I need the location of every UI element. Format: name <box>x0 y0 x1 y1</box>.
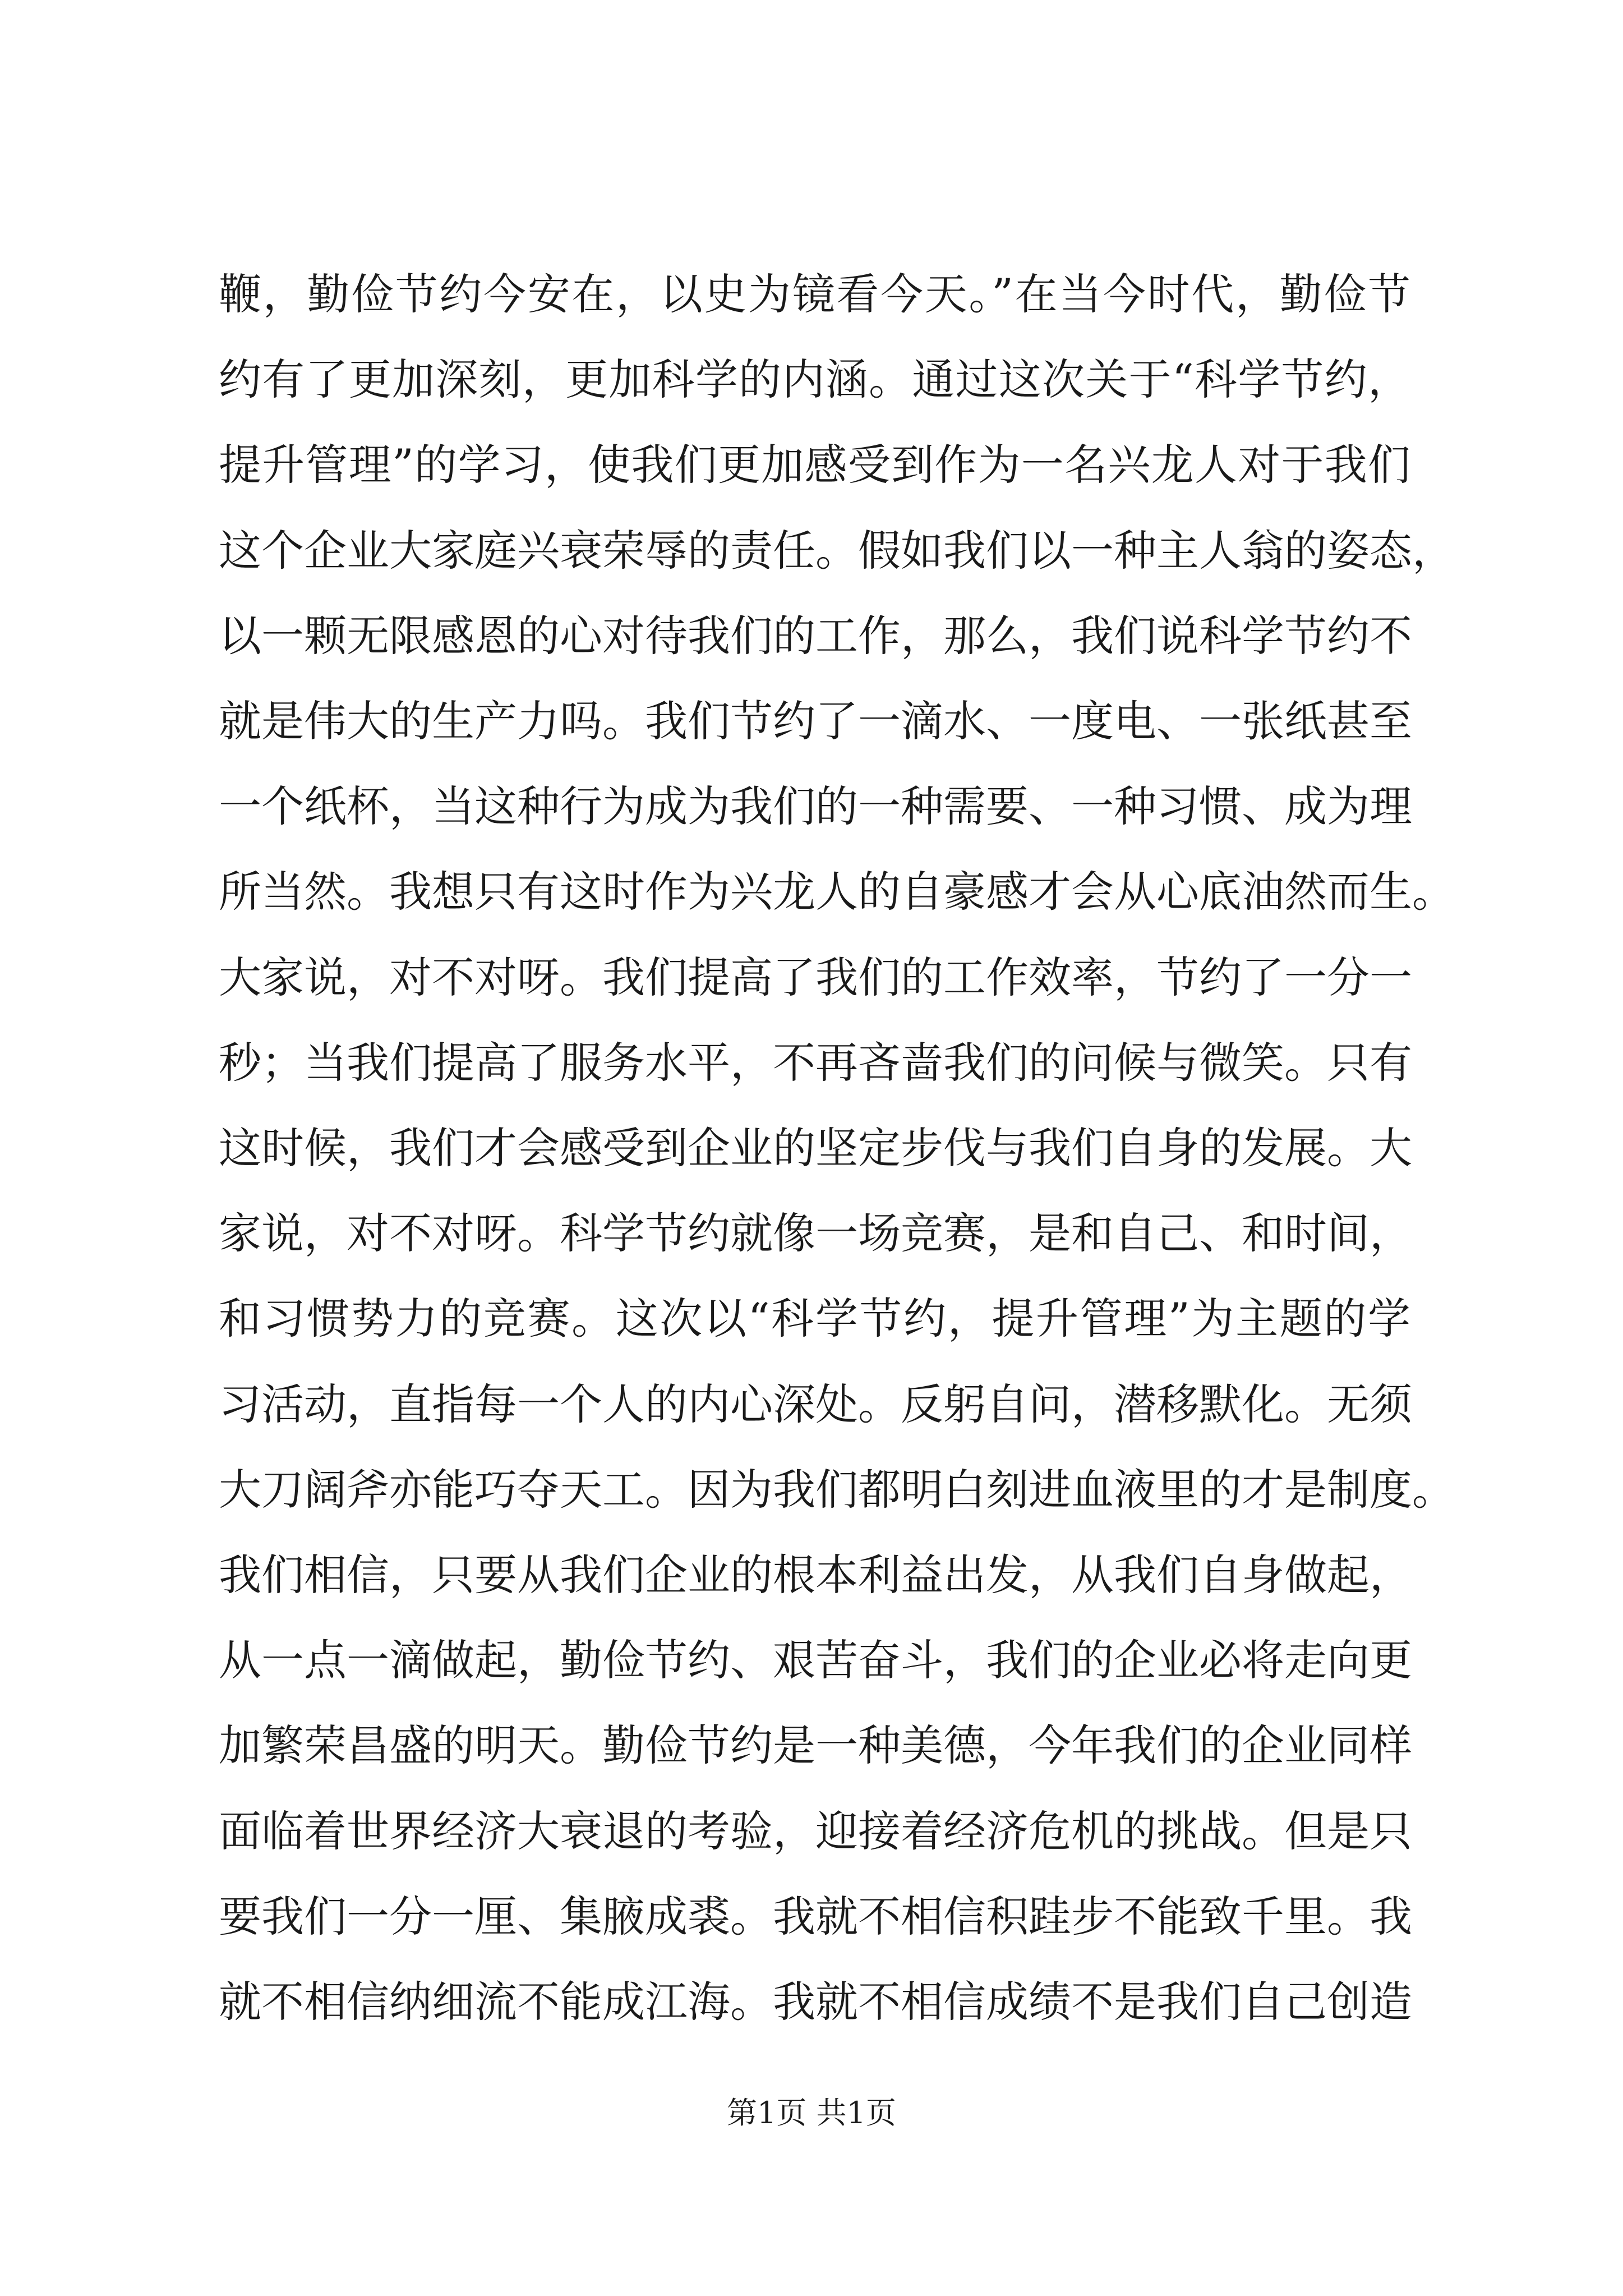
paragraph-line: 大刀阔斧亦能巧夺天工。因为我们都明白刻进血液里的才是制度。 <box>219 1465 1455 1515</box>
paragraph-line: 面临着世界经济大衰退的考验，迎接着经济危机的挑战。但是只 <box>219 1806 1412 1856</box>
paragraph-line: 这个企业大家庭兴衰荣辱的责任。假如我们以一种主人翁的姿态， <box>219 526 1455 576</box>
page-footer: 第1页 共1页 <box>727 2095 896 2131</box>
paragraph-line: 所当然。我想只有这时作为兴龙人的自豪感才会从心底油然而生。 <box>219 867 1455 917</box>
paragraph-line: 我们相信，只要从我们企业的根本利益出发，从我们自身做起， <box>219 1550 1412 1600</box>
paragraph-line: 就是伟大的生产力吗。我们节约了一滴水、一度电、一张纸甚至 <box>219 696 1412 746</box>
paragraph-line: 这时候，我们才会感受到企业的坚定步伐与我们自身的发展。大 <box>219 1123 1412 1173</box>
paragraph-line: 以一颗无限感恩的心对待我们的工作，那么，我们说科学节约不 <box>219 611 1412 661</box>
paragraph-line: 大家说，对不对呀。我们提高了我们的工作效率，节约了一分一 <box>219 953 1412 1002</box>
paragraph-line: 和习惯势力的竞赛。这次以“科学节约，提升管理”为主题的学 <box>219 1294 1410 1343</box>
paragraph-line: 就不相信纳细流不能成江海。我就不相信成绩不是我们自己创造 <box>219 1977 1412 2027</box>
paragraph-line: 从一点一滴做起，勤俭节约、艰苦奋斗，我们的企业必将走向更 <box>219 1635 1412 1685</box>
paragraph-line: 习活动，直指每一个人的内心深处。反躬自问，潜移默化。无须 <box>219 1379 1412 1429</box>
paragraph-line: 提升管理”的学习，使我们更加感受到作为一名兴龙人对于我们 <box>219 440 1410 490</box>
paragraph-line: 约有了更加深刻，更加科学的内涵。通过这次关于“科学节约， <box>219 355 1410 404</box>
paragraph-line: 要我们一分一厘、集腋成裘。我就不相信积跬步不能致千里。我 <box>219 1892 1412 1941</box>
paragraph-line: 鞭，勤俭节约今安在，以史为镜看今天。”在当今时代，勤俭节 <box>219 269 1410 319</box>
paragraph-line: 家说，对不对呀。科学节约就像一场竞赛，是和自己、和时间， <box>219 1208 1412 1258</box>
paragraph-line: 秒；当我们提高了服务水平，不再吝啬我们的问候与微笑。只有 <box>219 1038 1412 1088</box>
paragraph-line: 加繁荣昌盛的明天。勤俭节约是一种美德，今年我们的企业同样 <box>219 1720 1412 1770</box>
paragraph-line: 一个纸杯，当这种行为成为我们的一种需要、一种习惯、成为理 <box>219 781 1412 831</box>
